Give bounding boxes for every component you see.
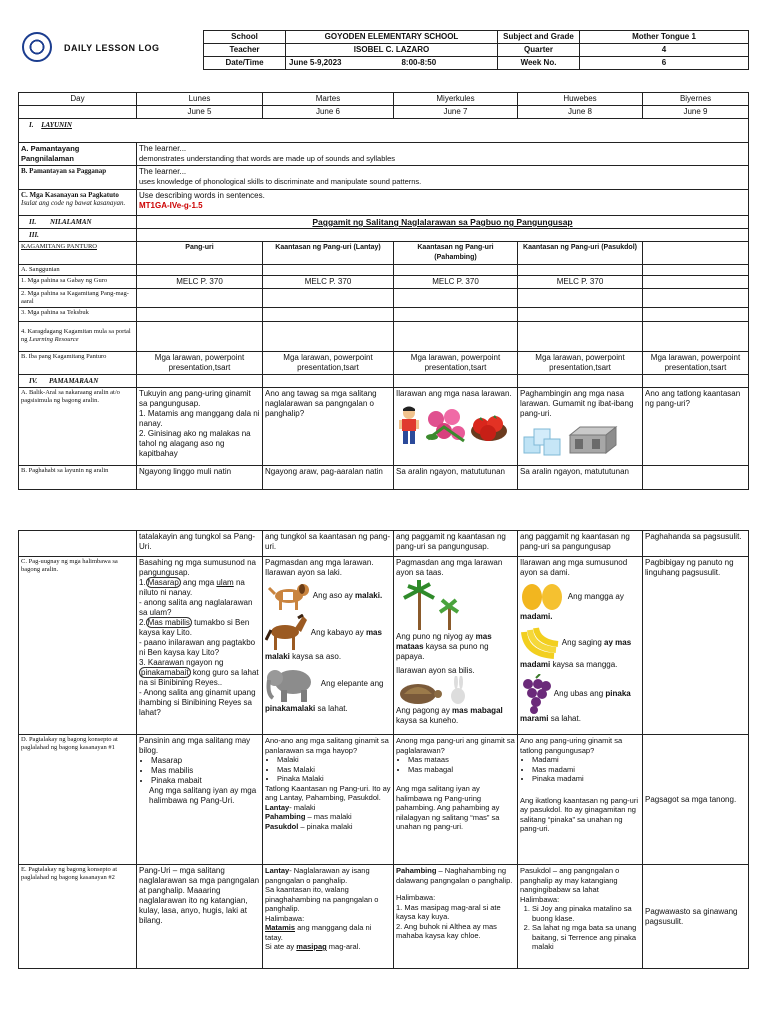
d-wed-1: Anong mga pang-uri ang ginamit sa paglalarawan? [396,736,515,755]
iba-pang-kagamitan-label: B. Iba pang Kagamitang Panturo [19,352,137,375]
date-tue: June 6 [263,106,394,119]
a-tue-text: Ano ang tawag sa mga salitang naglalarawan sa pangngalan o panghalip? [263,388,394,466]
c-wed-tree-c: kaysa sa puno ng papaya. [396,642,489,661]
quarter-value: 4 [580,44,749,57]
dll-title: DAILY LESSON LOG [64,43,160,53]
melc-thu: MELC P. 370 [518,276,643,289]
lesson-table-page1 [18,92,749,490]
teacher-name: ISOBEL C. LAZARO [286,44,498,57]
d-thu-item: • Pinaka madami [532,774,640,784]
d-mon-list [151,756,260,786]
c-thu-mango-b: madami. [520,612,553,621]
gabay-guro-label: 1. Mga pahina sa Gabay ng Guro [19,276,137,289]
pagganap-label: B. Pamantayan sa Pagganap [19,166,137,190]
c-thu-1: Ilarawan ang mga sumusunod ayon sa dami. [520,558,628,577]
date-mon: June 5 [137,106,263,119]
d-tue-item: • Pinaka Malaki [277,774,391,784]
a-learner: The learner... [139,144,187,153]
b2-mon-text: tatalakayin ang tungkol sa Pang-Uri. [137,531,263,557]
pamamaraan-num: IV. [29,377,38,385]
school-name: GOYODEN ELEMENTARY SCHOOL [286,31,498,44]
d-thu-item: • Mas madami [532,765,640,775]
datetime-label: Date/Time [204,57,286,70]
kasanayan-note: Isulat ang code ng bawat kasanayan. [21,199,126,207]
e-fri-text: Pagwawasto sa ginawang pagsusulit. [643,865,749,969]
c-wed-turtle-b: mas mabagal [452,706,503,715]
kagamitan-num: III. [29,231,39,239]
c-mon-6b: pinakamabait [141,668,189,677]
materials-thu: Mga larawan, powerpoint presentation,tsart [518,352,643,375]
paghahabi-label: B. Paghahabi sa layunin ng aralin [19,466,137,490]
header-table [203,30,749,70]
d-mon-item: • Mas mabilis [151,766,260,776]
d-wed-item: • Mas mataas [408,755,515,765]
c-mon-6c: kong guro sa lahat na si Binibining Reyes.. [139,668,259,687]
topic-wed: Kaantasan ng Pang-uri (Pahambing) [394,242,518,265]
melc-mon: MELC P. 370 [137,276,263,289]
flowers-picture [424,407,468,445]
a-thu-text: Paghambingin ang mga nasa larawan. Gumamit ng ibat-ibang pang-uri. [520,389,634,418]
b-tue-text: Ngayong araw, pag-aaralan natin [263,466,394,490]
e-tue-5b: masipag [296,942,327,951]
c-thu-grape-a: Ang ubas ang [553,689,606,699]
trees-picture [396,580,466,632]
d-tue-1: Ano-ano ang mga salitang ginamit sa panlarawan sa mga hayop? [265,736,389,755]
d-wed-2: Ang mga salitang iyan ay halimbawa ng Pang-uring pahambing. Ang pahambing ay nilalagyan ng salitang “mas” sa unahan ng pang-uri. [396,784,500,831]
c-thu-banana-c: kaysa sa mangga. [550,660,618,669]
e-tue-5a: Si ate ay [265,942,297,951]
c-tue-horse-b: mas malaki [265,628,382,661]
c-tue-1: Pagmasdan ang mga larawan. Ilarawan ayon sa laki. [265,558,374,577]
date-fri: June 9 [643,106,749,119]
materials-fri: Mga larawan, powerpoint presentation,tsart [643,352,749,375]
bananas-picture [520,626,560,660]
topic-mon: Pang-uri [137,242,263,265]
b-statement: uses knowledge of phonological skills to discriminate and manipulate sound patterns. [139,177,422,186]
date-value: June 5-9,2023 [289,58,342,67]
c-wed-turtle-c: kaysa sa kuneho. [396,716,459,725]
subject-value: Mother Tongue 1 [580,31,749,44]
subject-label: Subject and Grade [498,31,580,44]
nilalaman-num: II. [29,218,37,226]
c-tue-dog-b: malaki. [355,591,383,601]
a-thu-pictures [520,421,640,459]
e-wed-1b: – Naghahambing ng dalawang pangngalan o panghalip. [396,866,513,885]
d-thu-item: • Madami [532,755,640,765]
c-mon-6a: 3. Kaarawan ngayon ng [139,658,224,667]
date-wed: June 7 [394,106,518,119]
school-label: School [204,31,286,44]
day-tue: Martes [263,93,394,106]
e-wed-1a: Pahambing [396,866,437,875]
melc-tue: MELC P. 370 [263,276,394,289]
pamantayang-label: A. Pamantayang Pangnilalaman [19,143,137,166]
c-wed-turtle-a: Ang pagong ay [396,706,453,715]
e-tue-1a: Lantay [265,866,290,875]
week-value: 6 [580,57,749,70]
topic-thu: Kaantasan ng Pang-uri (Pasukdol) [518,242,643,265]
e-wed-4: 2. Ang buhok ni Althea ay mas mahaba kaysa kay chloe. [396,921,497,940]
portal-label: 4. Karagdagang Kagamitan mula sa portal ng [21,328,131,343]
materials-wed: Mga larawan, powerpoint presentation,tsart [394,352,518,375]
kasanayan-label: C. Mga Kasanayan sa Pagkatuto [21,191,119,199]
e-wed-2: Halimbawa: [396,893,436,902]
d-thu-2: Ang ikatlong kaantasan ng pang-uri ay pasukdol. Ito ay ginagamitan ng salitang “pinaka” sa unahan ng pang-uri. [520,795,639,833]
e-tue-2: Sa kaantasan ito, walang pinaghahambing na pangngalan o panghalip. [265,885,379,913]
pag-uugnay-label: C. Pag-uugnay ng mga halimbawa sa bagong aralin. [19,557,137,735]
d-tue-4a: Pahambing [265,812,306,821]
nilalaman-text: Paggamit ng Salitang Naglalarawan sa Pagbuo ng Pangungusap [137,216,749,229]
c-tue-eleph-c: sa lahat. [315,704,348,713]
c-mon-2a: 1. [139,578,146,587]
c-objective: Use describing words in sentences. [139,191,265,200]
pagtalakay-1-label: D. Pagtalakay ng bagong konsepto at paglalahad ng bagong kasanayan #1 [19,735,137,865]
c-tue-horse-c: kaysa sa aso. [289,652,342,661]
a-wed-text: Ilarawan ang mga nasa larawan. [396,389,512,398]
teacher-label: Teacher [204,44,286,57]
d-tue-5b: – pinaka malaki [298,821,353,831]
e-mon-text: Pang-Uri – mga salitang naglalarawan sa mga pangngalan at panghalip. Maaaring naglalarawan ito ng katangian, kulay, lasa, anyo, hugis, laki at bilang. [137,865,263,969]
time-value: 8:00-8:50 [401,58,437,67]
d-tue-5a: Pasukdol [265,821,299,831]
c-wed-1: Pagmasdan ang mga larawan ayon sa taas. [396,558,503,577]
c-thu-grape-b: pinaka marami [520,689,631,723]
materials-mon: Mga larawan, powerpoint presentation,tsart [137,352,263,375]
e-tue-4b: ang manggang dala ni tatay. [265,923,372,942]
b2-wed-text: ang paggamit ng kaantasan ng pang-uri sa pangungusap. [394,531,518,557]
kagamitan-title: KAGAMITANG PANTURO [19,242,137,265]
c-mon-2c: ang mga [180,578,217,587]
b2-thu-text: ang paggamit ng kaantasan ng pang-uri sa pangungusap [518,531,643,557]
kagamitang-pang-mag-aaral-label: 2. Mga pahina sa Kagamitang Pang-mag-aaral [19,289,137,308]
d-mon-item: • Pinaka mabait [151,776,260,786]
c-thu-mango-a: Ang mangga ay [567,592,624,602]
week-label: Week No. [498,57,580,70]
e-thu-item: 1. Si Joy ang pinaka matalino sa buong klase. [532,904,640,923]
d-thu-list [532,755,640,784]
lesson-table-page2 [18,530,749,969]
c-mon-4a: 2. [139,618,146,627]
e-thu-2: Halimbawa: [520,894,560,904]
learning-resource-label: Learning Resource [29,336,79,343]
pagtalakay-2-label: E. Pagtalakay ng bagong konsepto at paglalahad ng bagong kasanayan #2 [19,865,137,969]
d-tue-3b: - malaki [289,802,316,812]
e-thu-item: 2. Sa lahat ng mga bata sa unang baitang, si Terrence ang pinaka malaki [532,923,640,952]
day-label: Day [19,93,137,106]
d-mon-2: Ang mga salitang iyan ay mga halimbawa ng Pang-Uri. [149,786,257,805]
c-wed-tree-b: mas mataas [396,632,492,651]
d-wed-item: • Mas mabagal [408,765,515,775]
layunin-num: I. [29,121,34,129]
d-mon-1: Pansinin ang mga salitang may bilog. [139,736,251,755]
e-thu-list [532,904,640,952]
b-thu-text: Sa aralin ngayon, matututunan [518,466,643,490]
b2-tue-text: ang tungkol sa kaantasan ng pang-uri. [263,531,394,557]
c-tue-eleph-a: Ang elepante ang [320,679,384,689]
d-thu-1: Ano ang pang-uring ginamit sa tatlong pangungusap? [520,736,623,755]
day-mon: Lunes [137,93,263,106]
mangoes-picture [520,582,566,612]
b-mon-text: Ngayong linggo muli natin [137,466,263,490]
sanggunian-label: A. Sanggunian [19,265,137,276]
topic-tue: Kaantasan ng Pang-uri (Lantay) [263,242,394,265]
tomatoes-picture [470,409,508,443]
c-tue-eleph-b: pinakamalaki [265,704,316,713]
layunin-title: LAYUNIN [41,121,72,129]
a-mon-item1: 1. Matamis ang manggang dala ni nanay. [139,409,260,428]
boy-picture [396,405,422,447]
balik-aral-label: A. Balik-Aral sa nakaraang aralin at/o pagsisimula ng bagong aralin. [19,388,137,466]
turtle-rabbit-picture [396,676,470,706]
melc-wed: MELC P. 370 [394,276,518,289]
date-thu: June 8 [518,106,643,119]
c-mon-5: - paano inilarawan ang pagtakbo ni Ben kaysa kay Lito? [139,638,256,657]
d-tue-4b: – mas malaki [305,812,352,821]
c-mon-2d: ulam [216,578,234,587]
teksbuk-label: 3. Mga pahina sa Teksbuk [19,308,137,322]
day-thu: Huwebes [518,93,643,106]
c-mon-2b: Masarap [147,578,179,587]
c-tue-horse-a: Ang kabayo ay [310,628,366,638]
e-tue-3: Halimbawa: [265,913,305,923]
e-tue-1b: - Naglalarawan ay isang pangngalan o panghalip. [265,866,370,885]
a-fri-text: Ano ang tatlong kaantasan ng pang-uri? [643,388,749,466]
d-tue-3a: Lantay [265,802,290,812]
b2-fri-text: Paghahanda sa pagsusulit. [643,531,749,557]
day-fri: Biyernes [643,93,749,106]
pamamaraan-title: PAMAMARAAN [49,377,99,385]
c-thu-grape-c: sa lahat. [548,714,581,723]
b-learner: The learner... [139,167,187,176]
c-mon-4c: tumakbo si Ben kaysa kay Lito. [139,618,250,637]
horse-picture [265,614,309,652]
d-tue-2: Tatlong Kaantasan ng Pang-uri. Ito ay ang Lantay, Pahambing, Pasukdol. [265,783,391,802]
page-two [0,530,768,1024]
a-mon-item2: 2. Ginisinag ako ng malakas na tahol ng alagang aso ng kapitbahay [139,429,251,458]
e-tue-5c: mag-aral. [326,942,361,951]
b-wed-text: Sa aralin ngayon, matututunan [394,466,518,490]
c-wed-tree-a: Ang puno ng niyog ay [396,632,476,641]
d-tue-list [277,755,391,784]
c-mon-3: - anong salita ang naglalarawan sa ulam? [139,598,253,617]
c-mon-1: Basahing ng mga sumusunod na pangungusap. [139,558,256,577]
deped-seal-logo [22,32,52,62]
e-thu-1: Pasukdol – ang pangngalan o panghalip ay may katangiang nangingibabaw sa lahat [520,866,620,894]
ice-picture [520,421,566,459]
nilalaman-title: NILALAMAN [49,218,92,226]
c-wed-2: Ilarawan ayon sa bilis. [396,666,475,675]
e-tue-4a: Matamis [265,923,296,932]
melc-code: MT1GA-IVe-g-1.5 [139,201,203,210]
c-mon-2e: na niluto ni nanay. [139,578,245,597]
a-mon-instruction: Tukuyin ang pang-uring ginamit sa pangungusap. [139,389,251,408]
grapes-picture [520,674,552,714]
day-wed: Miyerkules [394,93,518,106]
d-fri-text: Pagsagot sa mga tanong. [643,735,749,865]
d-tue-item: • Mas Malaki [277,765,391,775]
quarter-label: Quarter [498,44,580,57]
a-wed-pictures [396,405,515,447]
materials-tue: Mga larawan, powerpoint presentation,tsart [263,352,394,375]
d-wed-list [408,755,515,774]
e-wed-3: 1. Mas masipag mag-aral si ate kaysa kay kuya. [396,902,501,921]
c-tue-dog-a: Ang aso ay [312,591,356,601]
d-mon-item: • Masarap [151,756,260,766]
dog-picture [265,580,311,612]
d-tue-item: • Malaki [277,755,391,765]
a-statement: demonstrates understanding that words are made up of sounds and syllables [139,154,395,163]
c-thu-banana-a: Ang saging [561,638,605,648]
hollow-block-picture [568,425,618,455]
c-fri-text: Pagbibigay ng panuto ng linguhang pagsusulit. [643,557,749,735]
elephant-picture [265,664,319,704]
c-mon-4b: Mas mabilis [147,618,190,627]
c-mon-7: - Anong salita ang ginamit upang ihambing si Binibining Reyes sa lahat? [139,688,256,717]
c-thu-banana-b: ay mas madami [520,638,632,669]
